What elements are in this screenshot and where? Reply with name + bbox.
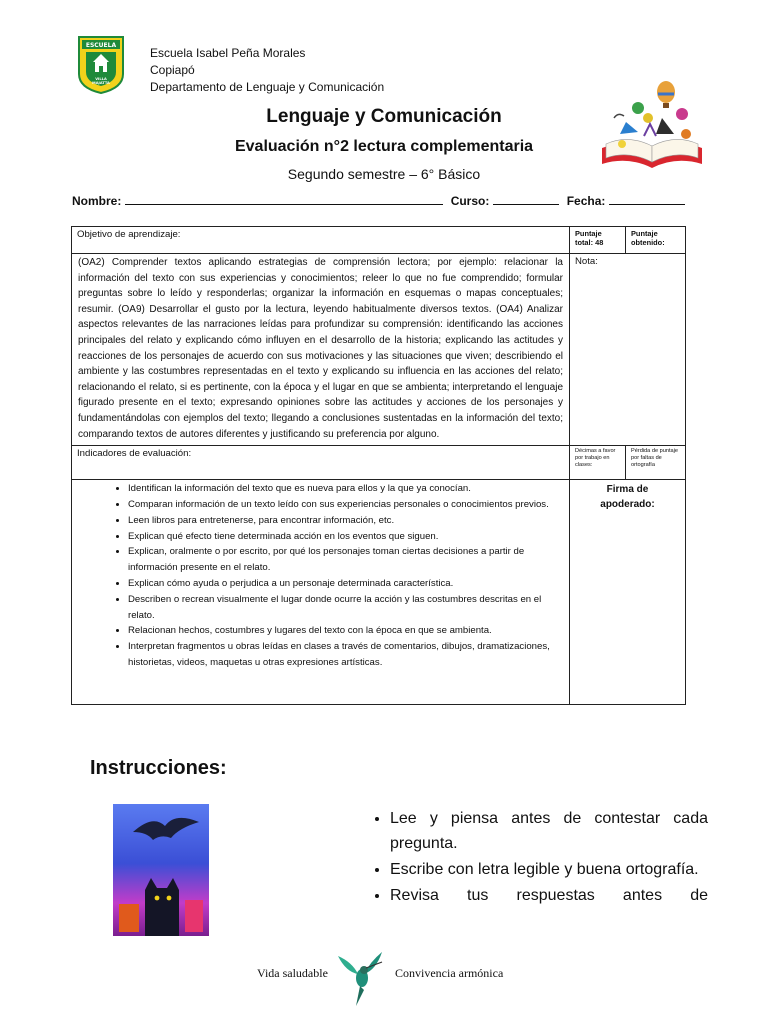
- total-score-cell: [570, 227, 626, 254]
- course-field[interactable]: [493, 192, 559, 205]
- svg-text:MAJATTA: MAJATTA: [92, 81, 110, 85]
- indicators-header: Indicadores de evaluación:: [77, 448, 192, 460]
- indicator-item: • Identifican la información del texto que es nueva para ellos y la que ya conocían.: [128, 481, 564, 497]
- objectives-row: [72, 254, 686, 446]
- indicator-item: • Comparan información de un texto leído con sus experiencias personales o conocimientos previos.: [128, 497, 564, 513]
- evaluation-title: Evaluación n°2 lectura complementaria: [234, 138, 534, 155]
- school-city: Copiapó: [150, 63, 195, 77]
- indicators-list: [77, 481, 564, 671]
- instruction-item: • Lee y piensa antes de contestar cada pregunta.: [390, 806, 708, 856]
- school-logo: [78, 36, 124, 94]
- date-field[interactable]: [609, 192, 685, 205]
- obtained-score-cell: [626, 227, 686, 254]
- objective-header-row: [72, 227, 686, 254]
- obtained-score-label: Puntaje obtenido:: [631, 229, 665, 247]
- bonus-cell: [570, 446, 626, 480]
- instruction-item: • Escribe con letra legible y buena ortografía.: [390, 857, 708, 882]
- book-cover-image: [113, 804, 209, 936]
- footer-right: Convivencia armónica: [395, 966, 504, 980]
- indicator-item: • Explican cómo ayuda o perjudica a un personaje determinada característica.: [128, 576, 564, 592]
- name-label: Nombre:: [72, 194, 122, 208]
- instructions-heading: Instrucciones:: [90, 757, 227, 779]
- grade-label: Nota:: [575, 256, 598, 267]
- book-cover-art: [113, 804, 209, 936]
- indicator-item: • Leen libros para entretenerse, para encontrar información, etc.: [128, 513, 564, 529]
- total-score-label: Puntaje total: 48: [575, 229, 604, 247]
- hummingbird-icon: [332, 946, 388, 1008]
- indicators-cell: [72, 480, 570, 705]
- semester-subtitle: Segundo semestre – 6° Básico: [287, 166, 481, 182]
- objectives-text: (OA2) Comprender textos aplicando estrategias de comprensión lectora; por ejemplo: relacionar la información del texto con sus experiencias y conocimientos; releer lo que no fue comprendido; formular preguntas sobre lo leído y responderlas; organizar la información en esquemas o mapas conceptuales; resumir. (OA9) Desarrollar el gusto por la lectura, leyendo habitualmente diversos textos. (OA4) Analizar aspectos relevantes de las narraciones leídas para profundizar su comprensión: identificando las acciones principales del relato y explicando cómo influyen en el desarrollo de la historia; explicando las actitudes y reacciones de los personajes de acuerdo con sus motivaciones y las situaciones que viven; describiendo el ambiente y las costumbres representadas en el texto y explicando su influencia en las acciones del relato; relacionando el relato, si es pertinente, con la época y el lugar en que se ambienta; interpretando el lenguaje figurado presente en el texto; expresando opiniones sobre las actitudes y acciones de los personajes y fundamentándolas con ejemplos del texto; llegando a conclusiones sustentadas en la información del texto; comparando textos de autores diferentes y justificando su preferencia por alguno.: [78, 257, 563, 440]
- indicator-item: • Interpretan fragmentos u obras leídas en clases a través de comentarios, dibujos, dramatizaciones, historietas, videos, maquetas u otras expresiones artísticas.: [128, 639, 564, 671]
- grade-cell[interactable]: [570, 254, 686, 446]
- signature-label: Firma de apoderado:: [600, 484, 655, 511]
- indicator-item: • Explican qué efecto tiene determinada acción en los eventos que siguen.: [128, 529, 564, 545]
- school-name: Escuela Isabel Peña Morales: [150, 46, 306, 60]
- school-department: Departamento de Lenguaje y Comunicación: [150, 80, 385, 94]
- svg-text:ESCUELA: ESCUELA: [85, 42, 117, 49]
- date-label: Fecha:: [566, 194, 606, 208]
- course-label: Curso:: [450, 194, 490, 208]
- objective-header: Objetivo de aprendizaje:: [77, 229, 181, 240]
- evaluation-table: [71, 226, 686, 705]
- objective-header-cell: [72, 227, 570, 254]
- instruction-item: • Revisa tus respuestas antes de: [390, 883, 708, 908]
- penalty-cell: [626, 446, 686, 480]
- name-field[interactable]: [125, 192, 443, 205]
- footer-left: Vida saludable: [257, 966, 328, 980]
- school-header: [150, 45, 384, 96]
- indicator-item: • Explican, oralmente o por escrito, por qué los personajes toman ciertas decisiones a partir de información presente en el relato.: [128, 544, 564, 576]
- indicators-header-row: [72, 446, 686, 480]
- indicator-item: • Describen o recrean visualmente el lugar donde ocurre la acción y las costumbres descritas en el relato.: [128, 592, 564, 624]
- penalty-label: Pérdida de puntaje por faltas de ortografía: [631, 448, 678, 469]
- svg-text:VILLA: VILLA: [95, 77, 107, 81]
- indicator-item: • Relacionan hechos, costumbres y lugares del texto con la época en que se ambienta.: [128, 623, 564, 639]
- indicators-header-cell: [72, 446, 570, 480]
- student-info-row: [72, 192, 689, 208]
- instructions-list: [362, 806, 708, 909]
- objectives-cell: [72, 254, 570, 446]
- signature-cell[interactable]: [570, 480, 686, 705]
- indicators-row: [72, 480, 686, 705]
- hummingbird-image: [332, 946, 388, 1008]
- subject-title: Lenguaje y Comunicación: [266, 106, 502, 127]
- school-crest-icon: [78, 36, 124, 94]
- bonus-label: Décimas a favor por trabajo en clases:: [575, 448, 616, 469]
